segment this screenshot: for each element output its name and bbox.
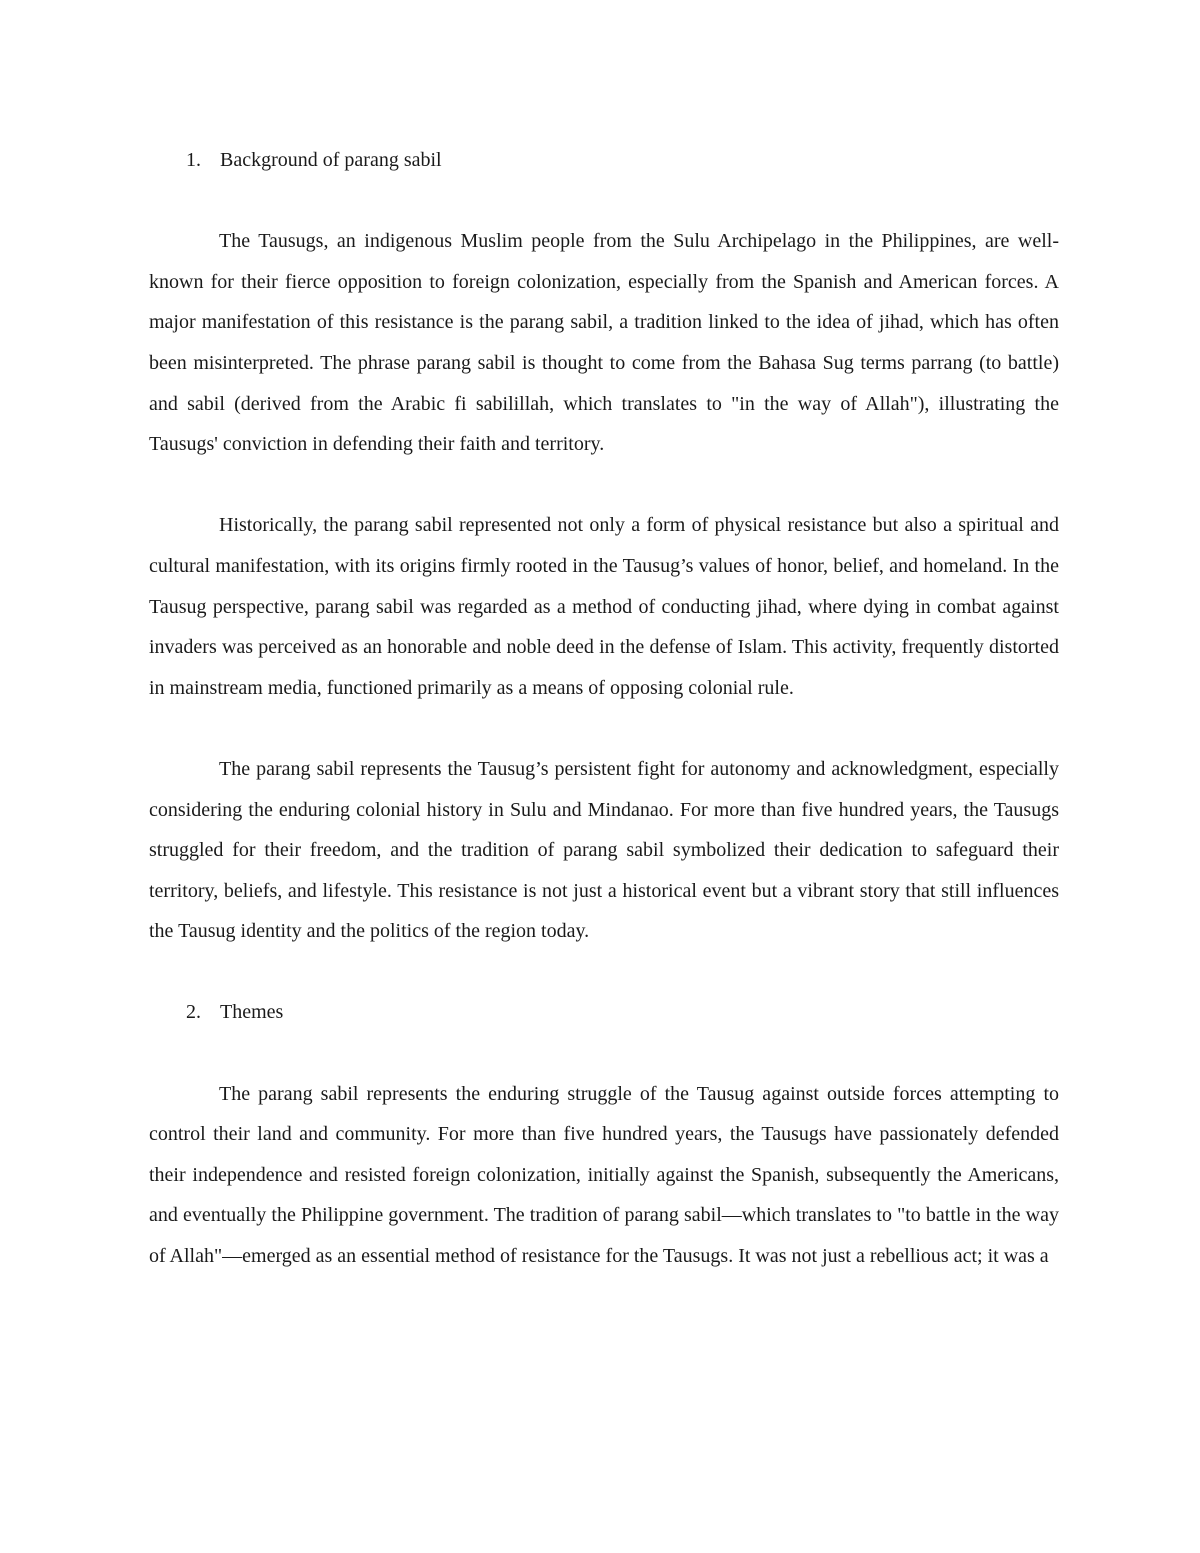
blank-line <box>149 181 1059 222</box>
paragraph: The Tausugs, an indigenous Muslim people from the Sulu Archipelago in the Philippines, are well-known for their fierce opposition to foreign colonization, especially from the Spanish and American forces. A major manifestation of this resistance is the parang sabil, a tradition linked to the idea of jihad, which has often been misinterpreted. The phrase parang sabil is thought to come from the Bahasa Sug terms parrang (to battle) and sabil (derived from the Arabic fi sabilillah, which translates to "in the way of Allah"), illustrating the Tausugs' conviction in defending their faith and territory. <box>149 230 1059 456</box>
section-number: 1. <box>186 149 201 171</box>
section-number: 2. <box>186 1001 201 1024</box>
blank-line <box>149 465 1059 506</box>
paragraph: The parang sabil represents the enduring struggle of the Tausug against outside forces attempting to control their land and community. For more than five hundred years, the Tausugs have passionately defended their independence and resisted foreign colonization, initially against the Spanish, subsequently the Americans, and eventually the Philippine government. The tradition of parang sabil—which translates to "to battle in the way of Allah"—emerged as an essential method of resistance for the Tausugs. It was not just a rebellious act; it was a <box>149 1082 1059 1268</box>
document-body <box>149 140 1059 1277</box>
paragraph: Historically, the parang sabil represented not only a form of physical resistance but also a spiritual and cultural manifestation, with its origins firmly rooted in the Tausug’s values of honor, belief, and homeland. In the Tausug perspective, parang sabil was regarded as a method of conducting jihad, where dying in combat against invaders was perceived as an honorable and noble deed in the defense of Islam. This activity, frequently distorted in mainstream media, functioned primarily as a means of opposing colonial rule. <box>149 514 1059 699</box>
section-title: Themes <box>220 1001 284 1024</box>
blank-line <box>149 708 1059 749</box>
paragraph: The parang sabil represents the Tausug’s persistent fight for autonomy and acknowledgment, especially considering the enduring colonial history in Sulu and Mindanao. For more than five hundred years, the Tausugs struggled for their freedom, and the tradition of parang sabil symbolized their dedication to safeguard their territory, beliefs, and lifestyle. This resistance is not just a historical event but a vibrant story that still influences the Tausug identity and the politics of the region today. <box>149 757 1059 943</box>
blank-line <box>149 952 1059 993</box>
section-heading-background <box>149 140 1059 181</box>
section-heading-themes <box>149 992 1059 1033</box>
section-title: Background of parang sabil <box>220 149 442 171</box>
blank-line <box>149 1033 1059 1074</box>
